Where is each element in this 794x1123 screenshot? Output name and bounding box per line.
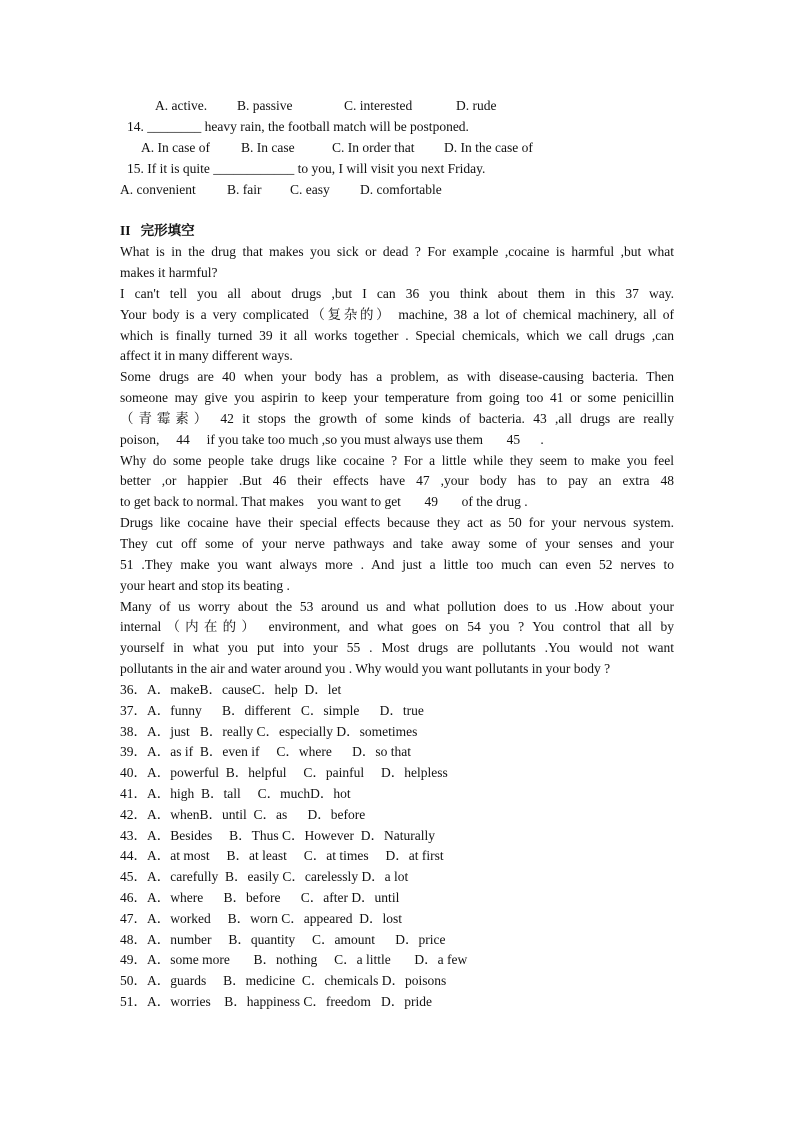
passage-line: which is finally turned 39 it all works together . Special chemicals, which we call drugs ,can — [120, 328, 674, 343]
q13-option-b: B. passive — [237, 98, 293, 113]
passage-line: makes it harmful? — [120, 265, 218, 280]
q14-option-a: A. In case of — [141, 140, 210, 155]
question-item: 43．A．Besides B．Thus C．However D．Naturally — [120, 828, 435, 843]
passage-line: What is in the drug that makes you sick or dead ? For example ,cocaine is harmful ,but what — [120, 244, 674, 259]
passage-line: I can't tell you all about drugs ,but I can 36 you think about them in this 37 way. — [120, 286, 674, 301]
question-item: 39．A．as if B．even if C．where D．so that — [120, 744, 411, 759]
q13-option-c: C. interested — [344, 98, 413, 113]
passage-line: your heart and stop its beating . — [120, 578, 290, 593]
passage-line: They cut off some of your nerve pathways and take away some of your senses and your — [120, 536, 674, 551]
q14-stem: 14. ________ heavy rain, the football match will be postponed. — [127, 119, 469, 134]
question-item: 41．A．high B．tall C．muchD．hot — [120, 786, 351, 801]
question-item: 37．A．funny B．different C．simple D．true — [120, 703, 424, 718]
question-item: 51．A．worries B．happiness C．freedom D．pride — [120, 994, 432, 1009]
passage-line: （青霉素） 42 it stops the growth of some kinds of bacteria. 43 ,all drugs are really — [120, 411, 674, 426]
question-item: 40．A．powerful B．helpful C．painful D．helpless — [120, 765, 448, 780]
question-item: 44．A．at most B．at least C．at times D．at first — [120, 848, 444, 863]
passage-line: poison, 44 if you take too much ,so you must always use them 45 . — [120, 432, 544, 447]
q15-option-a: A. convenient — [120, 182, 196, 197]
q14-option-d: D. In the case of — [444, 140, 533, 155]
passage-line: Why do some people take drugs like cocaine ? For a little while they seem to make you feel — [120, 453, 674, 468]
passage-line: Many of us worry about the 53 around us and what pollution does to us .How about your — [120, 599, 674, 614]
q15-stem: 15. If it is quite ____________ to you, I will visit you next Friday. — [127, 161, 486, 176]
q15-option-b: B. fair — [227, 182, 262, 197]
section-heading: II 完形填空 — [120, 223, 195, 238]
question-item: 47．A．worked B．worn C．appeared D．lost — [120, 911, 402, 926]
passage-line: someone may give you aspirin to keep your temperature from going too 41 or some penicillin — [120, 390, 674, 405]
q13-option-d: D. rude — [456, 98, 497, 113]
question-item: 42．A．whenB．until C．as D．before — [120, 807, 366, 822]
question-item: 38．A．just B．really C．especially D．sometimes — [120, 724, 418, 739]
passage-line: to get back to normal. That makes you want to get 49 of the drug . — [120, 494, 528, 509]
passage-line: yourself in what you put into your 55 . Most drugs are pollutants .You would not want — [120, 640, 674, 655]
question-item: 50．A．guards B．medicine C．chemicals D．poisons — [120, 973, 447, 988]
q14-option-c: C. In order that — [332, 140, 415, 155]
passage-line: pollutants in the air and water around you . Why would you want pollutants in your body ? — [120, 661, 611, 676]
q15-option-c: C. easy — [290, 182, 330, 197]
question-item: 48．A．number B．quantity C．amount D．price — [120, 932, 446, 947]
q15-option-d: D. comfortable — [360, 182, 442, 197]
passage-line: better ,or happier .But 46 their effects have 47 ,your body has to pay an extra 48 — [120, 473, 674, 488]
question-item: 36．A．makeB．causeC．help D．let — [120, 682, 342, 697]
question-item: 49．A．some more B．nothing C．a little D．a few — [120, 952, 468, 967]
passage-line: affect it in many different ways. — [120, 348, 293, 363]
passage-line: Some drugs are 40 when your body has a problem, as with disease-causing bacteria. Then — [120, 369, 674, 384]
passage-line: Your body is a very complicated（复杂的） machine, 38 a lot of chemical machinery, all of — [120, 307, 674, 322]
passage-line: internal（内在的） environment, and what goes on 54 you ? You control that all by — [120, 619, 674, 634]
question-item: 46．A．where B．before C．after D．until — [120, 890, 400, 905]
question-item: 45．A．carefully B．easily C．carelessly D．a lot — [120, 869, 409, 884]
passage-line: Drugs like cocaine have their special effects because they act as 50 for your nervous system. — [120, 515, 674, 530]
q13-option-a: A. active. — [155, 98, 208, 113]
passage-line: 51 .They make you want always more . And just a little too much can even 52 nerves to — [120, 557, 674, 572]
q14-option-b: B. In case — [241, 140, 295, 155]
